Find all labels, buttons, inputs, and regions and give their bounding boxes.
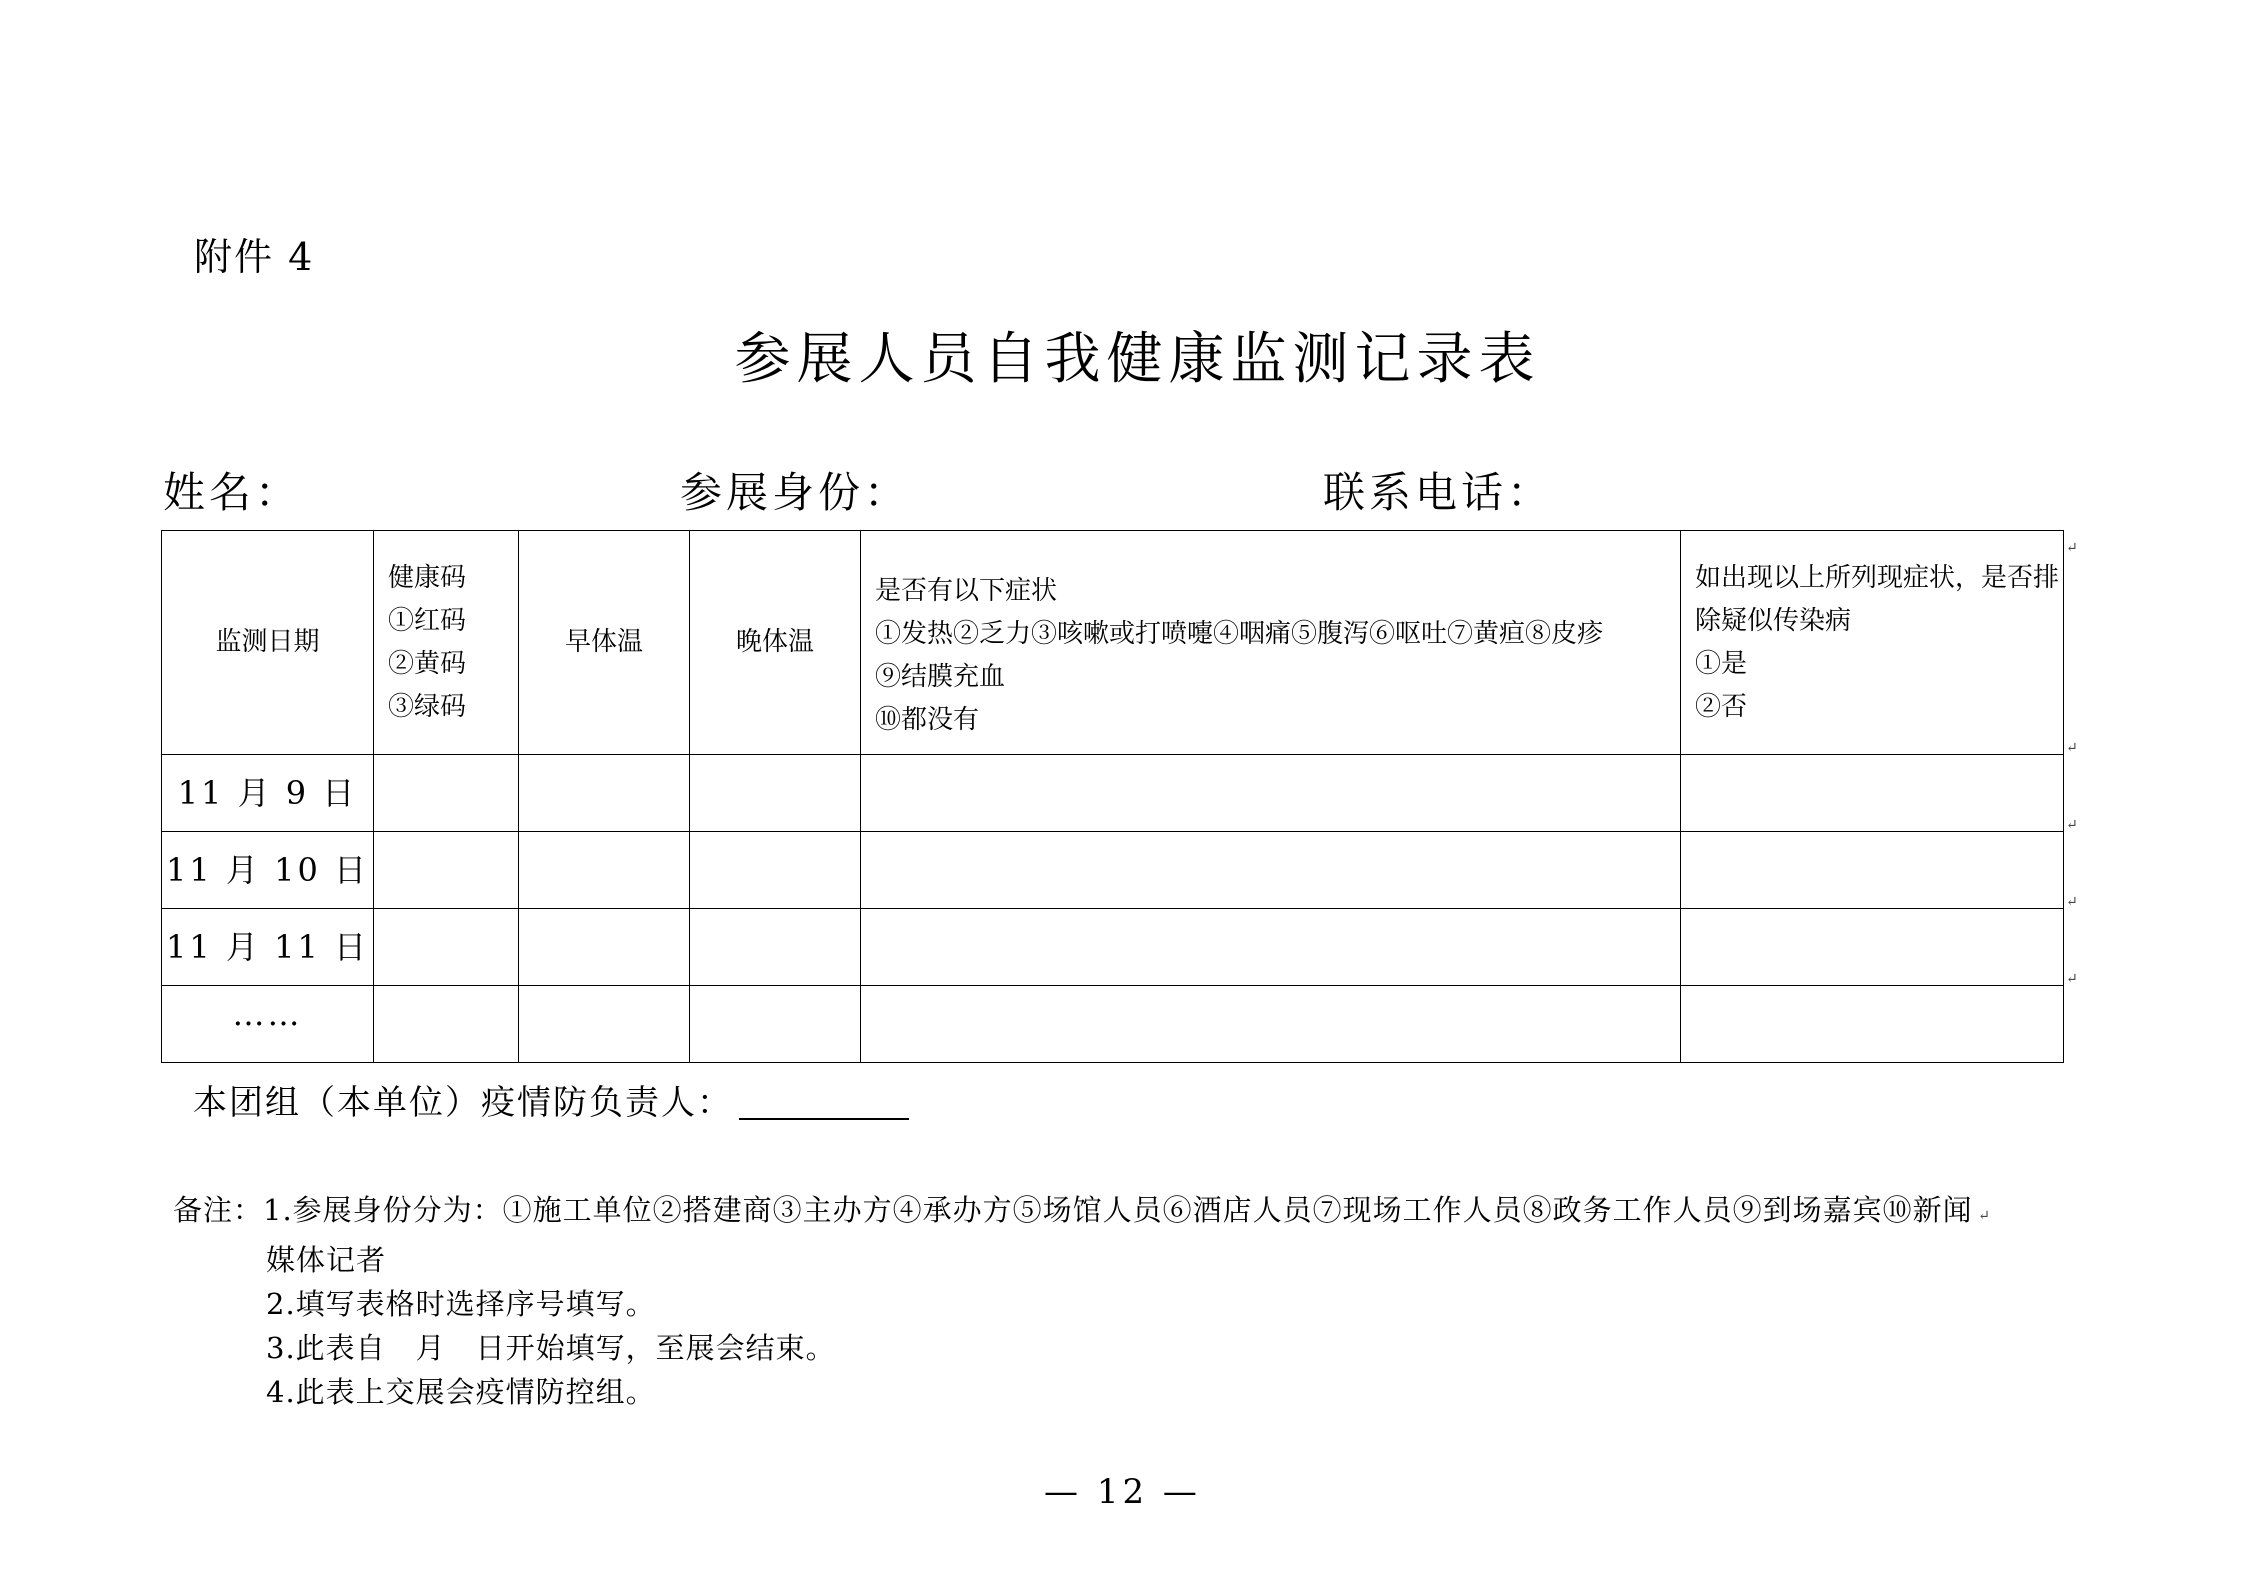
cell-morning-temp[interactable] (519, 832, 690, 909)
page-number: — 12 — (1044, 1472, 1201, 1512)
header-exclusion (1681, 531, 2064, 755)
health-code-green: ③绿码 (388, 691, 467, 722)
cell-exclusion[interactable] (1681, 986, 2064, 1063)
note-2: 2.填写表格时选择序号填写。 (266, 1287, 656, 1321)
header-health-code (374, 531, 519, 755)
responsible-person-blank[interactable] (739, 1084, 909, 1120)
document-title: 参展人员自我健康监测记录表 (734, 327, 1541, 392)
phone-label: 联系电话： (1323, 468, 1554, 517)
health-code-yellow: ②黄码 (388, 648, 467, 679)
notes (173, 1188, 2133, 1414)
cell-health-code[interactable] (374, 832, 519, 909)
cell-exclusion[interactable] (1681, 755, 2064, 832)
cell-morning-temp[interactable] (519, 755, 690, 832)
exclusion-no: ②否 (1695, 691, 1748, 722)
paragraph-mark-icon: ↵ (2066, 540, 2078, 556)
attachment-label: 附件 4 (194, 235, 315, 279)
row-date: …… (162, 986, 374, 1063)
header-row (162, 531, 2064, 755)
note-1: 备注：1.参展身份分为：①施工单位②搭建商③主办方④承办方⑤场馆人员⑥酒店人员⑦现场工作人员⑧政务工作人员⑨到场嘉宾⑩新闻 ↵ (173, 1193, 1991, 1227)
header-date: 监测日期 (162, 531, 374, 755)
role-label: 参展身份： (680, 468, 911, 517)
row-date: 11 月 9 日 (162, 755, 374, 832)
header-evening-temp: 晚体温 (690, 531, 861, 755)
paragraph-mark-icon: ↵ (1972, 1208, 1991, 1224)
exclusion-yes: ①是 (1695, 648, 1748, 679)
header-morning-temp: 早体温 (519, 531, 690, 755)
cell-morning-temp[interactable] (519, 986, 690, 1063)
symptoms-none: ⑩都没有 (875, 704, 980, 735)
cell-evening-temp[interactable] (690, 986, 861, 1063)
cell-exclusion[interactable] (1681, 909, 2064, 986)
cell-evening-temp[interactable] (690, 909, 861, 986)
cell-symptoms[interactable] (861, 755, 1681, 832)
monitoring-table (161, 530, 2064, 1063)
paragraph-mark-icon: ↵ (2066, 894, 2078, 910)
health-code-title: 健康码 (388, 562, 467, 593)
symptoms-title: 是否有以下症状 (875, 575, 1058, 606)
health-code-red: ①红码 (388, 605, 467, 636)
cell-exclusion[interactable] (1681, 832, 2064, 909)
cell-morning-temp[interactable] (519, 909, 690, 986)
note-3: 3.此表自 月 日开始填写，至展会结束。 (266, 1331, 836, 1365)
note-1-cont: 媒体记者 (266, 1243, 387, 1277)
exclusion-question-2: 除疑似传染病 (1695, 605, 1852, 636)
cell-health-code[interactable] (374, 909, 519, 986)
note-4: 4.此表上交展会疫情防控组。 (266, 1375, 656, 1409)
row-date: 11 月 11 日 (162, 909, 374, 986)
cell-health-code[interactable] (374, 986, 519, 1063)
cell-symptoms[interactable] (861, 832, 1681, 909)
paragraph-mark-icon: ↵ (2066, 971, 2078, 987)
header-symptoms (861, 531, 1681, 755)
cell-symptoms[interactable] (861, 986, 1681, 1063)
table-row (162, 909, 2064, 986)
paragraph-mark-icon: ↵ (2066, 740, 2078, 756)
cell-symptoms[interactable] (861, 909, 1681, 986)
table-row (162, 832, 2064, 909)
name-label: 姓名： (163, 468, 302, 517)
exclusion-question-1: 如出现以上所列现症状，是否排 (1695, 562, 2060, 593)
responsible-person-label: 本团组（本单位）疫情防负责人： (193, 1083, 733, 1123)
paragraph-mark-icon: ↵ (2066, 817, 2078, 833)
responsible-person (193, 1075, 909, 1124)
cell-evening-temp[interactable] (690, 755, 861, 832)
table-row (162, 986, 2064, 1063)
symptoms-list-2: ⑨结膜充血 (875, 661, 1006, 692)
symptoms-list-1: ①发热②乏力③咳嗽或打喷嚏④咽痛⑤腹泻⑥呕吐⑦黄疸⑧皮疹 (875, 618, 1604, 649)
table-row (162, 755, 2064, 832)
cell-evening-temp[interactable] (690, 832, 861, 909)
row-date: 11 月 10 日 (162, 832, 374, 909)
cell-health-code[interactable] (374, 755, 519, 832)
